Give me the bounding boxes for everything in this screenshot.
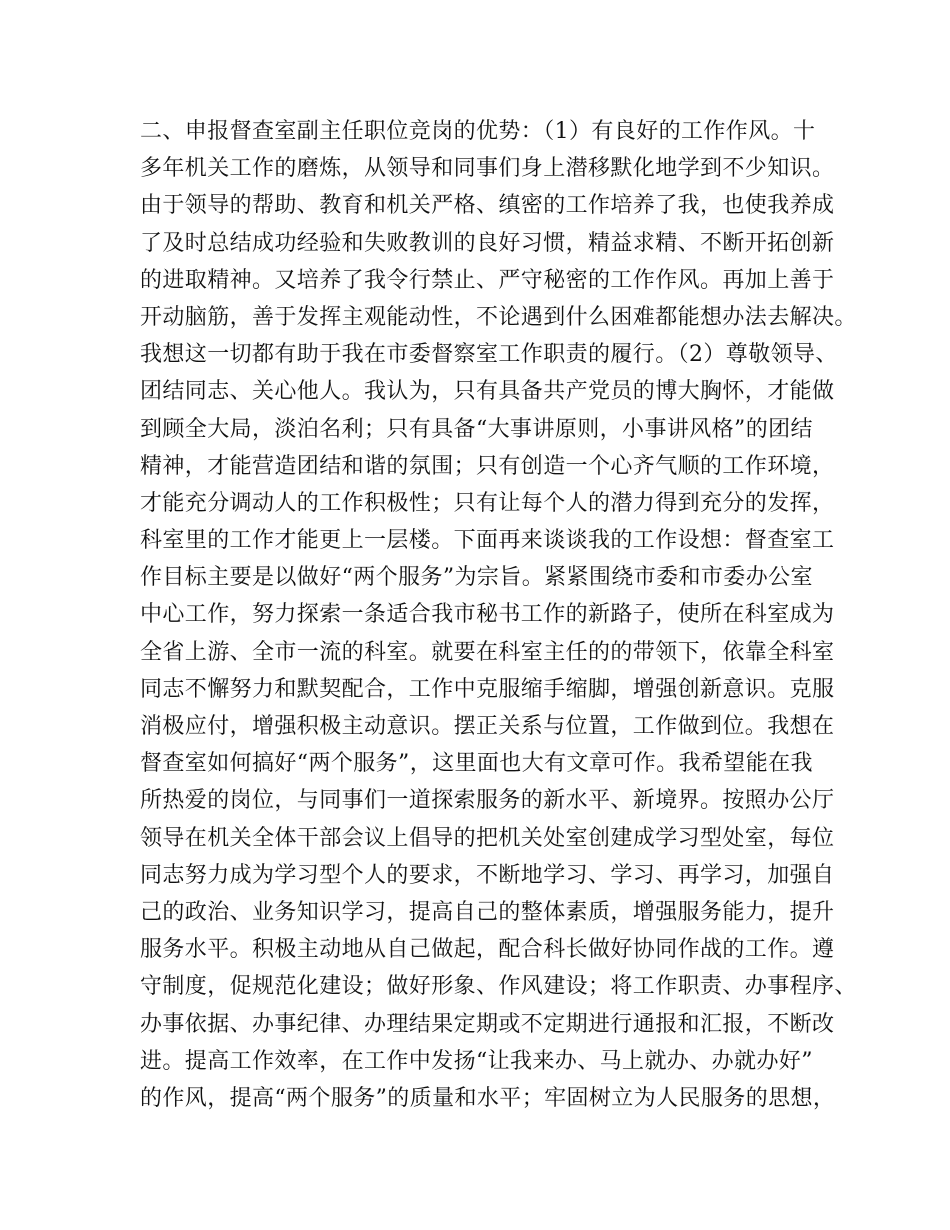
text-line: 服务水平。积极主动地从自己做起，配合科长做好协同作战的工作。遵 (140, 937, 835, 963)
text-line: 督查室如何搞好“两个服务”，这里面也大有文章可作。我希望能在我 (140, 751, 813, 777)
text-line: 二、申报督查室副主任职位竞岗的优势：（1）有良好的工作作风。十 (140, 119, 816, 144)
text-line: 进。提高工作效率，在工作中发扬“让我来办、马上就办、办就办好” (140, 1048, 813, 1074)
text-line: 中心工作，努力探索一条适合我市秘书工作的新路子，使所在科室成为 (140, 602, 835, 628)
text-line: 领导在机关全体干部会议上倡导的把机关处室创建成学习型处室，每位 (140, 825, 835, 851)
text-line: 团结同志、关心他人。我认为，只有具备共产党员的博大胸怀，才能做 (140, 379, 835, 405)
text-line: 全省上游、全市一流的科室。就要在科室主任的的带领下，依靠全科室 (140, 639, 835, 665)
text-line: 精神，才能营造团结和谐的氛围；只有创造一个心齐气顺的工作环境， (140, 453, 835, 479)
text-line: 我想这一切都有助于我在市委督察室工作职责的履行。（2）尊敬领导、 (140, 342, 838, 368)
text-line: 了及时总结成功经验和失败教训的良好习惯，精益求精、不断开拓创新 (140, 230, 835, 256)
text-line: 己的政治、业务知识学习，提高自己的整体素质，增强服务能力，提升 (140, 899, 835, 925)
text-line: 到顾全大局，淡泊名利；只有具备“大事讲原则，小事讲风格”的团结 (140, 416, 813, 442)
text-line: 所热爱的岗位，与同事们一道探索服务的新水平、新境界。按照办公厅 (140, 788, 835, 814)
text-line: 多年机关工作的磨炼，从领导和同事们身上潜移默化地学到不少知识。 (140, 156, 835, 182)
text-line: 同志不懈努力和默契配合，工作中克服缩手缩脚，增强创新意识。克服 (140, 676, 835, 702)
text-line: 的进取精神。又培养了我令行禁止、严守秘密的工作作风。再加上善于 (140, 267, 835, 293)
text-line: 才能充分调动人的工作积极性；只有让每个人的潜力得到充分的发挥， (140, 490, 835, 516)
text-line: 办事依据、办事纪律、办理结果定期或不定期进行通报和汇报，不断改 (140, 1011, 835, 1037)
text-line: 开动脑筋，善于发挥主观能动性，不论遇到什么困难都能想办法去解决。 (140, 304, 857, 330)
text-line: 消极应付，增强积极主动意识。摆正关系与位置，工作做到位。我想在 (140, 714, 835, 739)
text-line: 由于领导的帮助、教育和机关严格、缜密的工作培养了我，也使我养成 (140, 193, 835, 219)
text-line: 守制度，促规范化建设；做好形象、作风建设；将工作职责、办事程序、 (140, 974, 857, 1000)
text-line: 科室里的工作才能更上一层楼。下面再来谈谈我的工作设想：督查室工 (140, 528, 835, 554)
text-line: 同志努力成为学习型个人的要求，不断地学习、学习、再学习，加强自 (140, 862, 835, 888)
text-line: 的作风，提高“两个服务”的质量和水平；牢固树立为人民服务的思想， (140, 1085, 836, 1111)
body-text (140, 113, 857, 1117)
text-line: 作目标主要是以做好“两个服务”为宗旨。紧紧围绕市委和市委办公室 (140, 565, 813, 591)
